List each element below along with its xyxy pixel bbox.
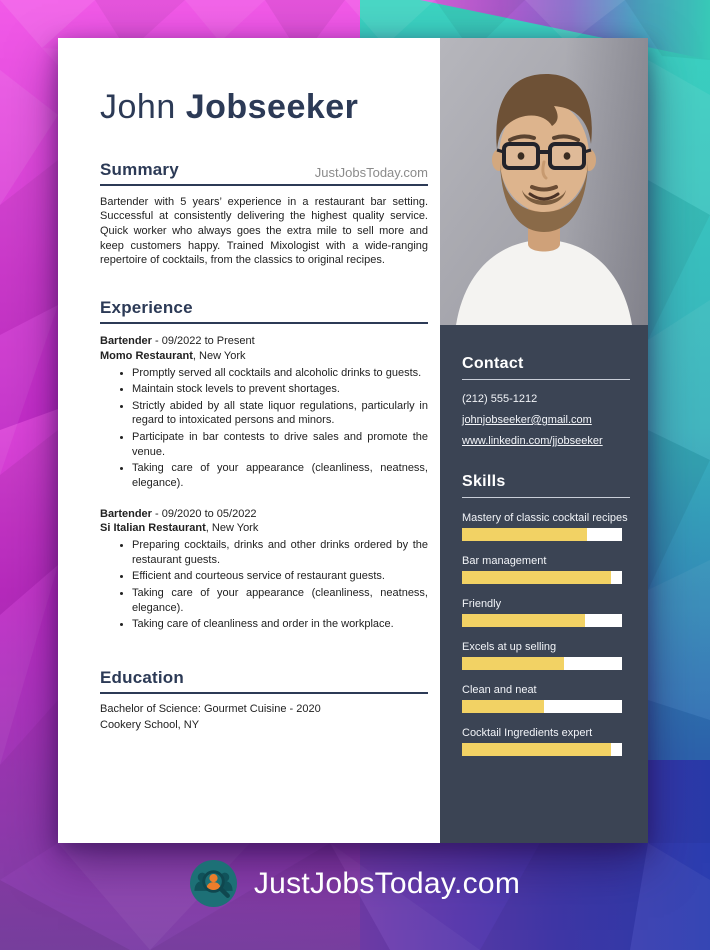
job-title: Bartender: [100, 507, 152, 520]
phone-number: (212) 555-1212: [462, 393, 538, 405]
job-bullet: • Efficient and courteous service of restaurant guests.: [132, 569, 428, 584]
contact-section: [462, 355, 628, 447]
job-location: , New York: [192, 349, 246, 362]
last-name: Jobseeker: [185, 88, 359, 126]
skill-item: [462, 598, 628, 627]
job-company-line: [100, 349, 428, 364]
first-name: John: [100, 88, 176, 126]
resume-sidebar: [440, 38, 648, 843]
job-dates: - 09/2022 to Present: [151, 334, 255, 347]
job-company: Momo Restaurant: [100, 349, 193, 362]
summary-header: [100, 160, 428, 186]
resume-main-column: [58, 38, 440, 843]
job-bullets: [100, 366, 428, 491]
job-entry: [100, 507, 428, 632]
job-bullet: • Participate in bar contests to drive sales and promote the venue.: [132, 430, 428, 459]
profile-photo: [440, 38, 648, 325]
skill-bar: [462, 700, 622, 713]
skill-label: Friendly: [462, 598, 502, 610]
experience-section: [100, 298, 428, 632]
footer-brand-text: JustJobsToday.com: [253, 866, 521, 900]
job-location: , New York: [205, 522, 259, 535]
skill-bar: [462, 743, 622, 756]
skill-label: Bar management: [462, 555, 547, 567]
experience-heading: Experience: [100, 297, 193, 317]
education-section: [100, 668, 428, 734]
skill-bar-fill: [462, 657, 564, 670]
skills-section: [462, 473, 628, 756]
job-title-line: [100, 334, 428, 349]
job-bullet: • Taking care of your appearance (cleanliness, neatness, elegance).: [132, 461, 428, 490]
linkedin-link[interactable]: www.linkedin.com/jjobseeker: [462, 435, 603, 447]
summary-section: [100, 160, 428, 268]
job-bullets: [100, 538, 428, 632]
skill-item: [462, 555, 628, 584]
skill-item: [462, 512, 628, 541]
skill-label: Mastery of classic cocktail recipes: [462, 512, 628, 524]
skill-bar-fill: [462, 743, 611, 756]
skill-bar-fill: [462, 700, 544, 713]
summary-heading: Summary: [100, 159, 179, 179]
skill-label: Excels at up selling: [462, 641, 557, 653]
job-dates: - 09/2020 to 05/2022: [151, 507, 257, 520]
education-degree: Bachelor of Science: Gourmet Cuisine - 2020: [100, 702, 321, 715]
job-bullet: • Taking care of your appearance (cleanliness, neatness, elegance).: [132, 586, 428, 615]
contact-heading: Contact: [462, 355, 630, 380]
job-company-line: [100, 521, 428, 536]
justjobstoday-logo-icon: [190, 860, 237, 907]
skill-bar-fill: [462, 571, 611, 584]
job-bullet: • Promptly served all cocktails and alcoholic drinks to guests.: [132, 366, 428, 381]
skill-label: Cocktail Ingredients expert: [462, 727, 593, 739]
job-company: Si Italian Restaurant: [100, 522, 206, 535]
job-title: Bartender: [100, 334, 152, 347]
skill-label: Clean and neat: [462, 684, 537, 696]
email-link[interactable]: johnjobseeker@gmail.com: [462, 414, 592, 426]
sidebar-body: [440, 325, 648, 756]
skill-bar: [462, 657, 622, 670]
job-bullet: • Maintain stock levels to prevent shortages.: [132, 382, 428, 397]
job-entry: [100, 334, 428, 491]
skill-item: [462, 684, 628, 713]
job-bullet: • Strictly abided by all state liquor regulations, particularly in regard to intoxicated persons and minors.: [132, 399, 428, 428]
summary-text: Bartender with 5 years’ experience in a restaurant bar setting. Successful at consistently delivering the highest quality service. Quick worker who always goes the extra mile to sell more and keep customers happy. Trained Mixologist with a wide-ranging repertoire of cocktails, from the classics to original recipes.: [100, 195, 428, 267]
education-header: [100, 668, 428, 694]
skill-bar-fill: [462, 614, 585, 627]
skill-item: [462, 641, 628, 670]
footer-brand-bar: [0, 860, 710, 907]
resume-sheet: [58, 38, 648, 843]
education-heading: Education: [100, 667, 184, 687]
watermark-text: JustJobsToday.com: [314, 164, 428, 180]
job-title-line: [100, 507, 428, 522]
experience-header: [100, 298, 428, 324]
skill-bar: [462, 614, 622, 627]
job-bullet: • Preparing cocktails, drinks and other drinks ordered by the restaurant guests.: [132, 538, 428, 567]
skill-bar-fill: [462, 528, 587, 541]
skill-bar: [462, 571, 622, 584]
skills-heading: Skills: [462, 473, 630, 498]
skill-bar: [462, 528, 622, 541]
job-bullet: • Taking care of cleanliness and order in the workplace.: [132, 617, 428, 632]
education-school: Cookery School, NY: [100, 719, 200, 732]
candidate-name: [100, 90, 428, 126]
skill-item: [462, 727, 628, 756]
